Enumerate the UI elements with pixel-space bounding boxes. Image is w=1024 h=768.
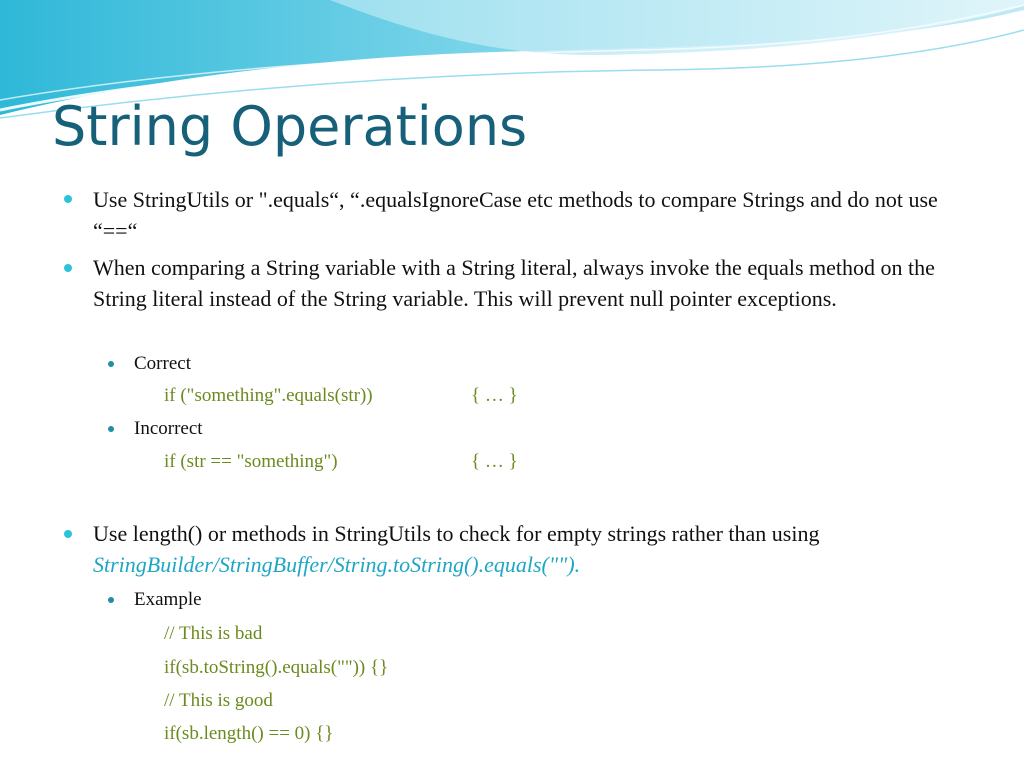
code-incorrect: if (str == "something") xyxy=(164,451,338,472)
bullet-3-text xyxy=(93,518,963,580)
sub-bullet-correct-label: Correct xyxy=(134,353,191,374)
sub-bullet-dot-icon xyxy=(108,361,114,367)
bullet-2-text: When comparing a String variable with a String literal, always invoke the equals method on the String literal instead of the String variable. This will prevent null pointer exceptions. xyxy=(93,255,935,311)
slide-title: String Operations xyxy=(52,95,528,158)
sub-bullet-example-label: Example xyxy=(134,589,202,610)
code-line-good: if(sb.length() == 0) {} xyxy=(164,723,334,744)
bullet-3-italic-code: StringBuilder/StringBuffer/String.toString().equals(""). xyxy=(93,552,581,577)
bullet-3-text-prefix: Use length() or methods in StringUtils to check for empty strings rather than using xyxy=(93,521,820,546)
bullet-1-text: Use StringUtils or ".equals“, “.equalsIgnoreCase etc methods to compare Strings and do not use “==“ xyxy=(93,187,938,243)
bullet-dot-icon xyxy=(64,195,72,203)
code-line-bad: if(sb.toString().equals("")) {} xyxy=(164,657,389,678)
sub-bullet-dot-icon xyxy=(108,597,114,603)
code-correct-braces: { … } xyxy=(471,385,518,406)
code-line-comment-bad: // This is bad xyxy=(164,623,263,644)
code-incorrect-braces: { … } xyxy=(471,451,518,472)
bullet-dot-icon xyxy=(64,264,72,272)
code-line-comment-good: // This is good xyxy=(164,690,273,711)
sub-bullet-incorrect-label: Incorrect xyxy=(134,418,203,439)
bullet-dot-icon xyxy=(64,530,72,538)
code-correct: if ("something".equals(str)) xyxy=(164,385,373,406)
sub-bullet-dot-icon xyxy=(108,426,114,432)
